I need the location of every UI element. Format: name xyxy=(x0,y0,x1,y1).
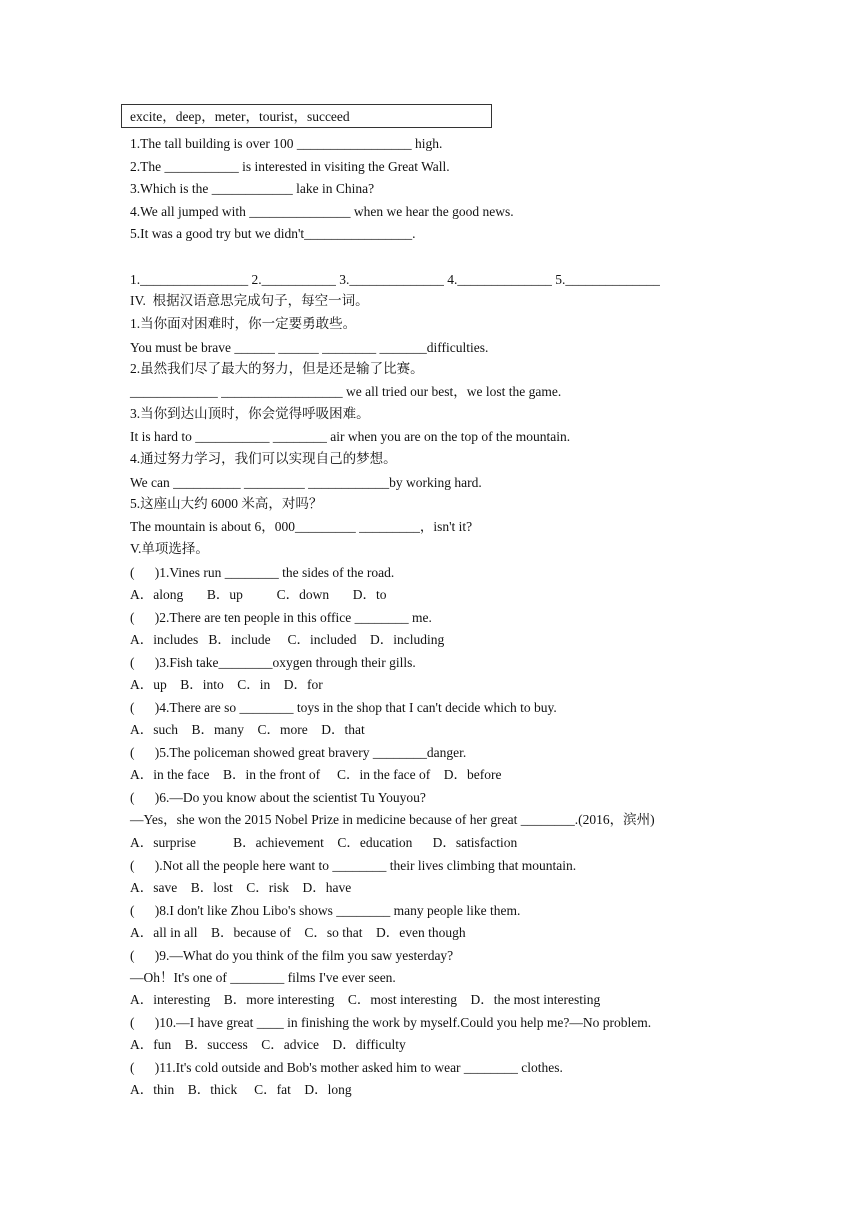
s3-question-4: 4.We all jumped with _______________ when we hear the good news. xyxy=(130,204,514,219)
s5-q5-options: A．in the face B．in the front of C．in the face of D．before xyxy=(130,767,502,782)
s4-item-5-cn: 5.这座山大约 6000 米高，对吗？ xyxy=(130,496,323,511)
s4-item-4-en: We can __________ _________ ____________by working hard. xyxy=(130,475,482,490)
s5-q4-options: A．such B．many C．more D．that xyxy=(130,722,365,737)
s4-item-3-en: It is hard to ___________ ________ air when you are on the top of the mountain. xyxy=(130,429,571,444)
s5-q4: ( )4.There are so ________ toys in the shop that I can't decide which to buy. xyxy=(130,700,557,715)
s4-item-4-cn: 4.通过努力学习，我们可以实现自己的梦想。 xyxy=(130,451,397,466)
s5-q1-options: A．along B．up C．down D．to xyxy=(130,587,387,602)
s5-q10-options: A．fun B．success C．advice D．difficulty xyxy=(130,1037,406,1052)
s4-item-2-cn: 2.虽然我们尽了最大的努力，但是还是输了比赛。 xyxy=(130,361,424,376)
s3-answer-line: 1.________________ 2.___________ 3.______________ 4.______________ 5.______________ xyxy=(130,272,660,287)
s5-q5: ( )5.The policeman showed great bravery ________danger. xyxy=(130,745,467,760)
s5-q10: ( )10.—I have great ____ in finishing the work by myself.Could you help me?—No problem. xyxy=(130,1015,652,1030)
s5-q8: ( )8.I don't like Zhou Libo's shows ________ many people like them. xyxy=(130,903,521,918)
s5-q7: ( ).Not all the people here want to ________ their lives climbing that mountain. xyxy=(130,858,577,873)
s3-question-2: 2.The ___________ is interested in visiting the Great Wall. xyxy=(130,159,450,174)
s5-q7-options: A．save B．lost C．risk D．have xyxy=(130,880,352,895)
s5-q6: ( )6.—Do you know about the scientist Tu Youyou? xyxy=(130,790,426,805)
s4-item-1-cn: 1.当你面对困难时，你一定要勇敢些。 xyxy=(130,316,357,331)
s5-q11: ( )11.It's cold outside and Bob's mother asked him to wear ________ clothes. xyxy=(130,1060,563,1075)
s3-question-1: 1.The tall building is over 100 _________________ high. xyxy=(130,136,443,151)
s5-q6-options: A．surprise B．achievement C．education D．satisfaction xyxy=(130,835,518,850)
s3-question-3: 3.Which is the ____________ lake in China? xyxy=(130,181,375,196)
s5-q2: ( )2.There are ten people in this office ________ me. xyxy=(130,610,432,625)
s5-q9-reply: —Oh！It's one of ________ films I've ever seen. xyxy=(130,970,396,985)
s5-q3-options: A．up B．into C．in D．for xyxy=(130,677,323,692)
s5-q1: ( )1.Vines run ________ the sides of the road. xyxy=(130,565,395,580)
s5-q8-options: A．all in all B．because of C．so that D．even though xyxy=(130,925,466,940)
s5-q2-options: A．includes B．include C．included D．including xyxy=(130,632,445,647)
s5-q3: ( )3.Fish take________oxygen through their gills. xyxy=(130,655,416,670)
s4-item-1-en: You must be brave ______ ______ ________ _______difficulties. xyxy=(130,340,489,355)
s4-item-2-en: _____________ __________________ we all tried our best，we lost the game. xyxy=(130,384,562,399)
s5-q9: ( )9.—What do you think of the film you saw yesterday? xyxy=(130,948,454,963)
s4-heading: IV. 根据汉语意思完成句子，每空一词。 xyxy=(130,293,369,308)
s5-q6-reply: —Yes，she won the 2015 Nobel Prize in medicine because of her great ________.(2016，滨州) xyxy=(130,812,655,827)
s5-q11-options: A．thin B．thick C．fat D．long xyxy=(130,1082,352,1097)
s3-question-5: 5.It was a good try but we didn't________________. xyxy=(130,226,416,241)
s4-item-3-cn: 3.当你到达山顶时，你会觉得呼吸困难。 xyxy=(130,406,370,421)
s4-item-5-en: The mountain is about 6，000_________ _________，isn't it? xyxy=(130,519,473,534)
s5-q9-options: A．interesting B．more interesting C．most interesting D．the most interesting xyxy=(130,992,601,1007)
word-bank-text: excite，deep，meter，tourist，succeed xyxy=(130,109,350,124)
s5-heading: V.单项选择。 xyxy=(130,541,209,556)
